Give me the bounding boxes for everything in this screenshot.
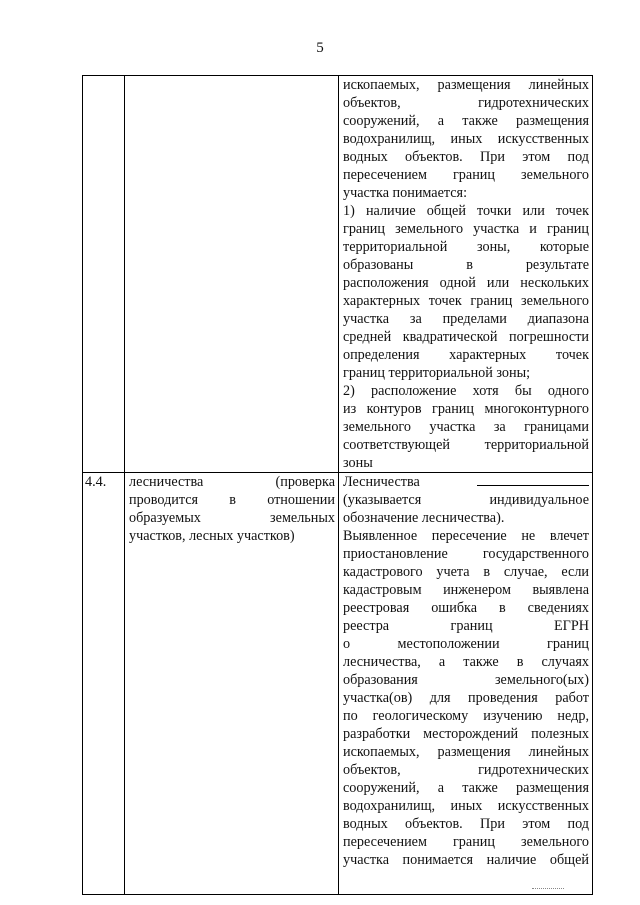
text-line: (указывается индивидуальное bbox=[343, 492, 589, 508]
requirements-table bbox=[82, 75, 593, 895]
text-line: пересечением границ земельного bbox=[343, 834, 589, 850]
page-number: 5 bbox=[316, 40, 324, 56]
text-line: объектов, гидротехнических bbox=[343, 95, 589, 111]
text-line: участка(ов) для проведения работ bbox=[343, 690, 589, 706]
text-line: из контуров границ многоконтурного bbox=[343, 401, 589, 417]
text-line: пересечением границ земельного bbox=[343, 167, 589, 183]
text-line: Выявленное пересечение не влечет bbox=[343, 528, 589, 544]
text-line: определения характерных точек bbox=[343, 347, 589, 363]
text-line: территориальной зоны, которые bbox=[343, 239, 589, 255]
description-head-line bbox=[343, 473, 589, 491]
text-line: водохранилищ, иных искусственных bbox=[343, 131, 589, 147]
text-line: образованы в результате bbox=[343, 257, 589, 273]
text-line: границ территориальной зоны; bbox=[343, 365, 531, 381]
text-line: ископаемых, размещения линейных bbox=[343, 77, 589, 93]
text-line: кадастровым инженером выявлена bbox=[343, 582, 589, 598]
text-line: соответствующей территориальной bbox=[343, 437, 589, 453]
text-line: участка понимается наличие общей bbox=[343, 852, 589, 868]
text-line: границ земельного участка и границ bbox=[343, 221, 589, 237]
table-row-4-4 bbox=[83, 473, 593, 895]
table-row-continuation bbox=[83, 76, 593, 473]
text-line: лесничества (проверка bbox=[129, 474, 335, 490]
forestry-label: Лесничества bbox=[343, 474, 420, 490]
scan-artifact-mark bbox=[532, 888, 564, 889]
text-line: участка понимается: bbox=[343, 185, 468, 201]
text-line: по геологическому изучению недр, bbox=[343, 708, 589, 724]
text-line: 2) расположение хотя бы одного bbox=[343, 383, 589, 399]
text-line: образования земельного(ых) bbox=[343, 672, 589, 688]
text-line: водных объектов. При этом под bbox=[343, 149, 589, 165]
description-continuation-text bbox=[343, 76, 589, 472]
text-line: характерных точек границ земельного bbox=[343, 293, 589, 309]
text-line: ископаемых, размещения линейных bbox=[343, 744, 589, 760]
text-line: расположения одной или нескольких bbox=[343, 275, 589, 291]
text-line: реестра границ ЕГРН bbox=[343, 618, 589, 634]
text-line: водных объектов. При этом под bbox=[343, 816, 589, 832]
cell-number: 4.4. bbox=[83, 473, 125, 895]
cell-name-empty bbox=[125, 76, 339, 473]
cell-check-name bbox=[125, 473, 339, 895]
text-line: зоны bbox=[343, 455, 373, 471]
text-line: разработки месторождений полезных bbox=[343, 726, 589, 742]
text-line: реестровая ошибка в сведениях bbox=[343, 600, 589, 616]
cell-number-empty bbox=[83, 76, 125, 473]
text-line: водохранилищ, иных искусственных bbox=[343, 798, 589, 814]
text-line: кадастрового учета в случае, если bbox=[343, 564, 589, 580]
text-line: 1) наличие общей точки или точек bbox=[343, 203, 589, 219]
text-line: проводится в отношении bbox=[129, 492, 335, 508]
text-line: обозначение лесничества). bbox=[343, 510, 505, 526]
text-line: объектов, гидротехнических bbox=[343, 762, 589, 778]
text-line: лесничества, а также в случаях bbox=[343, 654, 589, 670]
text-line: средней квадратической погрешности bbox=[343, 329, 589, 345]
text-line: о местоположении границ bbox=[343, 636, 589, 652]
text-line: участков, лесных участков) bbox=[129, 528, 295, 544]
cell-description-continuation bbox=[339, 76, 593, 473]
text-line: приостановление государственного bbox=[343, 546, 589, 562]
text-line: сооружений, а также размещения bbox=[343, 113, 589, 129]
text-line: сооружений, а также размещения bbox=[343, 780, 589, 796]
fill-in-blank bbox=[477, 473, 589, 486]
cell-description bbox=[339, 473, 593, 895]
text-line: земельного участка за границами bbox=[343, 419, 589, 435]
text-line: участка за пределами диапазона bbox=[343, 311, 589, 327]
text-line: образуемых земельных bbox=[129, 510, 335, 526]
